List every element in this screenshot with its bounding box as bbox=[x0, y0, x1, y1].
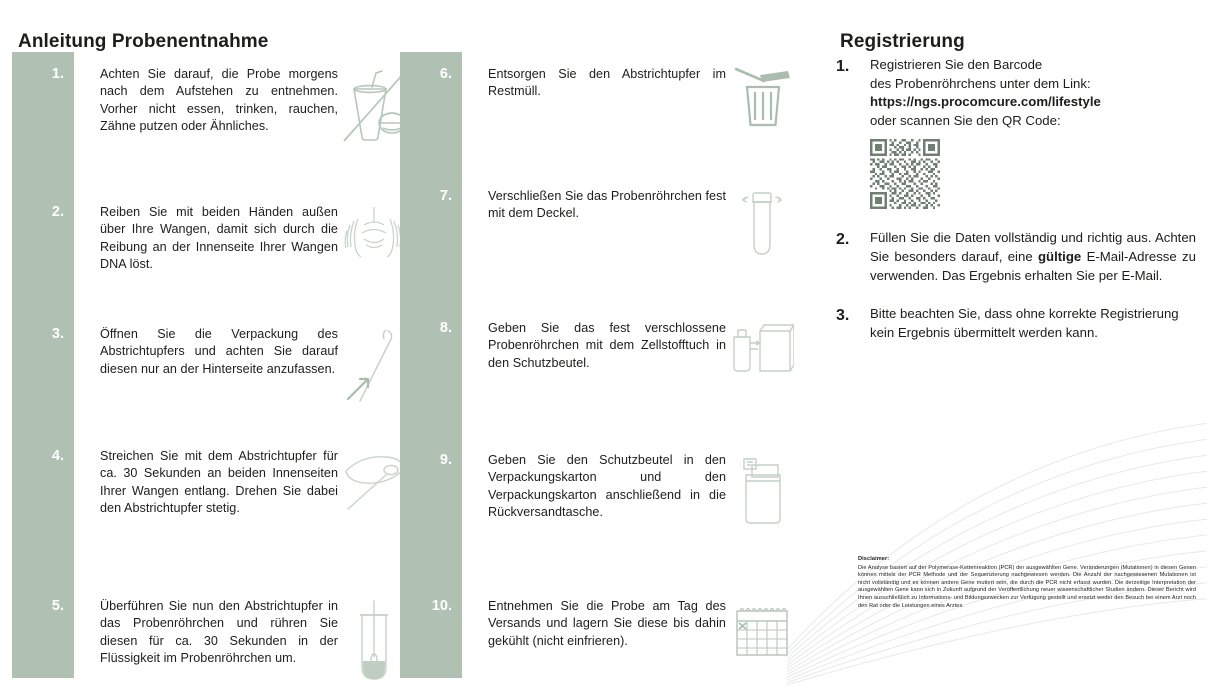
step-item bbox=[12, 204, 392, 275]
closed-tube-icon bbox=[726, 188, 798, 261]
step-number: 3. bbox=[51, 326, 64, 342]
registration-column bbox=[836, 56, 1196, 362]
step-number: 7. bbox=[439, 188, 452, 204]
registration-number: 1. bbox=[836, 58, 850, 75]
page-title-instructions: Anleitung Probenentnahme bbox=[18, 30, 269, 52]
step-text: Reiben Sie mit beiden Händen außen über Ihre Wangen, damit sich durch die Reibung an der Innenseite Ihrer Wangen DNA löst. bbox=[100, 205, 338, 272]
step-text: Entsorgen Sie den Abstrichtupfer im Restmüll. bbox=[488, 67, 726, 99]
step-item bbox=[400, 320, 780, 377]
disclaimer bbox=[858, 556, 1196, 610]
step-text: Geben Sie den Schutzbeutel in den Verpackungskarton und den Verpackungskarton anschließend in die Rückversandtasche. bbox=[488, 453, 726, 520]
step-text: Achten Sie darauf, die Probe morgens nach dem Aufstehen zu entnehmen. Vorher nicht essen, trinken, rauchen, Zähne putzen oder Ähnliches. bbox=[100, 67, 338, 134]
disclaimer-title: Disclaimer: bbox=[858, 556, 890, 562]
instruction-column-2 bbox=[400, 52, 780, 678]
step-item bbox=[12, 326, 392, 407]
registration-text bbox=[870, 229, 1196, 285]
registration-link[interactable]: https://ngs.procomcure.com/lifestyle bbox=[870, 94, 1101, 110]
step-number: 4. bbox=[51, 448, 64, 464]
step-item bbox=[12, 448, 392, 518]
pouch-into-box-icon bbox=[726, 452, 798, 525]
step-item bbox=[400, 188, 780, 261]
reg1-line2: des Probenröhrchens unter dem Link: bbox=[870, 75, 1091, 91]
registration-item-2 bbox=[836, 229, 1196, 285]
step-item bbox=[400, 598, 780, 661]
step-number: 8. bbox=[439, 320, 452, 336]
step-item bbox=[400, 452, 780, 525]
registration-item-1 bbox=[836, 56, 1196, 209]
step-number: 9. bbox=[439, 452, 452, 468]
step-number: 6. bbox=[439, 66, 452, 82]
step-text: Öffnen Sie die Verpackung des Abstrichtupfers und achten Sie darauf diesen nur an der Hinterseite anzufassen. bbox=[100, 327, 338, 376]
qr-code[interactable] bbox=[870, 139, 940, 209]
step-text: Entnehmen Sie die Probe am Tag des Versands und lagern Sie diese bis dahin gekühlt (nicht einfrieren). bbox=[488, 599, 726, 648]
step-text: Geben Sie das fest verschlossene Probenröhrchen mit dem Zellstofftuch in den Schutzbeutel. bbox=[488, 321, 726, 370]
step-item bbox=[400, 66, 780, 129]
step-text: Verschließen Sie das Probenröhrchen fest mit dem Deckel. bbox=[488, 189, 726, 221]
registration-number: 3. bbox=[836, 307, 850, 325]
step-item bbox=[12, 598, 392, 689]
step-number: 2. bbox=[51, 204, 64, 220]
registration-item-3 bbox=[836, 305, 1196, 342]
instruction-column-1 bbox=[12, 52, 392, 678]
step-text: Streichen Sie mit dem Abstrichtupfer für ca. 30 Sekunden an beiden Innenseiten Ihrer Wangen entlang. Drehen Sie dabei den Abstrichtupfer stetig. bbox=[100, 449, 338, 516]
tube-into-pouch-icon bbox=[726, 320, 798, 377]
registration-text: Bitte beachten Sie, dass ohne korrekte Registrierung kein Ergebnis übermittelt werden kann. bbox=[870, 306, 1179, 340]
step-item bbox=[12, 66, 392, 143]
reg2-part2: E-Mail-Adresse zu verwenden. Das Ergebnis erhalten Sie per E-Mail. bbox=[870, 248, 1196, 283]
page-title-registration: Registrierung bbox=[840, 30, 965, 52]
step-number: 1. bbox=[51, 66, 64, 82]
step-number: 5. bbox=[51, 598, 64, 614]
disclaimer-body: Die Analyse basiert auf der Polymerase-Kettenreaktion (PCR) der ausgewählten Gene. Veränderungen (Mutationen) in diesen Genen können mittels der PCR Methode und der Sequenzierung nachgewiesen werden. Die Anzahl der nachgewiesenen Mutationen ist nicht vollständig und es können andere Gene mutiert sein, die durch die PCR nicht erfasst wurden. Die derzeitige Interpretation der ausgewählten Gene kann sich in Zukunft aufgrund der Veröffentlichung neuer wissenschaftlicher Studien ändern. Dieser Bericht wird Ihnen ausschließlich zu Informations- und Bildungszwecken zur Verfügung gestellt und ersetzt weder den Besuch bei einem Arzt noch den Rat oder die Leistungen eines Arztes. bbox=[858, 564, 1196, 609]
step-text: Überführen Sie nun den Abstrichtupfer in das Probenröhrchen und rühren Sie diesen für ca. 30 Sekunden in der Flüssigkeit im Probenröhrchen um. bbox=[100, 599, 338, 666]
reg2-bold: gültige bbox=[1038, 248, 1082, 264]
calendar-icon bbox=[726, 598, 798, 661]
trash-bin-icon bbox=[726, 66, 798, 129]
decorative-arcs bbox=[787, 397, 1207, 697]
step-number: 10. bbox=[431, 598, 452, 614]
registration-text bbox=[870, 56, 1196, 209]
reg1-line1: Registrieren Sie den Barcode bbox=[870, 57, 1043, 72]
registration-number: 2. bbox=[836, 231, 850, 249]
reg1-line4: oder scannen Sie den QR Code: bbox=[870, 112, 1061, 128]
reg2-part1: Füllen Sie die Daten vollständig und richtig aus. Achten Sie besonders darauf, eine bbox=[870, 230, 1196, 264]
